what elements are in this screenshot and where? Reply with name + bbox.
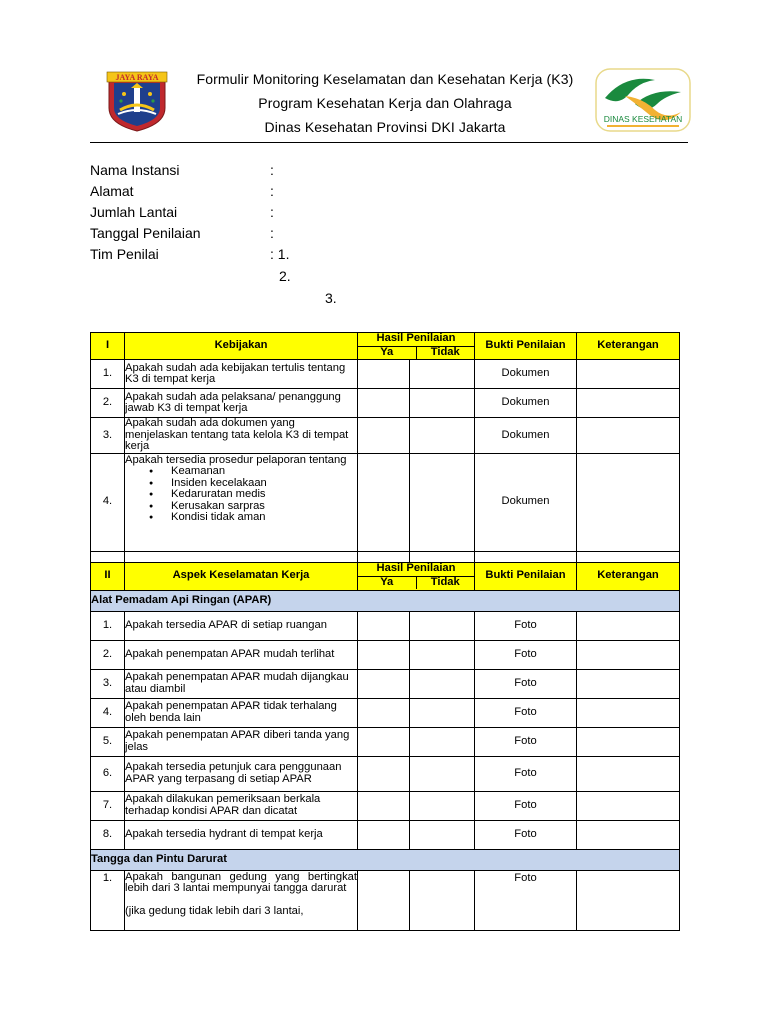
hasil-penilaian-label: Hasil Penilaian <box>358 333 474 347</box>
ya-header: Ya <box>358 577 417 589</box>
bukti-penilaian-header: Bukti Penilaian <box>475 333 577 360</box>
ya-checkbox-cell[interactable] <box>358 640 410 669</box>
tidak-checkbox-cell[interactable] <box>410 756 475 791</box>
tidak-header: Tidak <box>430 346 460 358</box>
label-nama-instansi: Nama Instansi <box>90 162 180 178</box>
tidak-checkbox-cell[interactable] <box>410 389 475 418</box>
keterangan-cell[interactable] <box>577 791 680 820</box>
tidak-checkbox-cell[interactable] <box>410 611 475 640</box>
ya-checkbox-cell[interactable] <box>358 669 410 698</box>
question-text: Apakah sudah ada pelaksana/ penanggung jawab K3 di tempat kerja <box>125 389 358 418</box>
form-title: Formulir Monitoring Keselamatan dan Kesehatan Kerja (K3) <box>196 71 574 87</box>
question-text: Apakah tersedia hydrant di tempat kerja <box>125 820 358 849</box>
row-number: 3. <box>91 418 125 454</box>
section-2-header <box>91 562 680 590</box>
bukti-text: Dokumen <box>475 360 577 389</box>
value-tanggal-penilaian[interactable]: : <box>270 225 274 241</box>
table-row <box>91 870 680 930</box>
dinas-kesehatan-logo <box>595 68 691 132</box>
row-number: 2. <box>91 640 125 669</box>
bukti-text: Dokumen <box>475 418 577 454</box>
value-nama-instansi[interactable]: : <box>270 162 274 178</box>
ya-checkbox-cell[interactable] <box>358 360 410 389</box>
question-text: Apakah tersedia prosedur pelaporan tentang <box>125 453 347 466</box>
keterangan-header: Keterangan <box>577 562 680 590</box>
row-number: 6. <box>91 756 125 791</box>
table-row <box>91 820 680 849</box>
subsection-title: Tangga dan Pintu Darurat <box>91 849 680 870</box>
keterangan-cell[interactable] <box>577 640 680 669</box>
subsection-tangga <box>91 849 680 870</box>
value-alamat[interactable]: : <box>270 183 274 199</box>
table-row <box>91 611 680 640</box>
question-text: Apakah penempatan APAR mudah dijangkau atau diambil <box>125 669 358 698</box>
subsection-title: Alat Pemadam Api Ringan (APAR) <box>91 590 680 611</box>
ya-checkbox-cell[interactable] <box>358 453 410 551</box>
section-2-number: II <box>91 562 125 590</box>
keterangan-cell[interactable] <box>577 756 680 791</box>
logo-left-text: JAYA RAYA <box>115 73 159 82</box>
row-number: 2. <box>91 389 125 418</box>
tidak-checkbox-cell[interactable] <box>410 698 475 727</box>
ya-checkbox-cell[interactable] <box>358 727 410 756</box>
section-1-number: I <box>91 333 125 360</box>
row-number: 1. <box>91 870 125 930</box>
row-number: 4. <box>91 698 125 727</box>
keterangan-cell[interactable] <box>577 698 680 727</box>
ya-checkbox-cell[interactable] <box>358 756 410 791</box>
bullet-item: ● Kondisi tidak aman <box>149 512 357 524</box>
spacer-row <box>91 551 680 562</box>
program-title: Program Kesehatan Kerja dan Olahraga <box>258 95 512 111</box>
label-jumlah-lantai: Jumlah Lantai <box>90 204 178 220</box>
subsection-apar <box>91 590 680 611</box>
hasil-penilaian-header <box>358 333 475 360</box>
bullet-list <box>125 466 357 524</box>
keterangan-cell[interactable] <box>577 453 680 551</box>
tidak-checkbox-cell[interactable] <box>410 418 475 454</box>
table-row <box>91 389 680 418</box>
question-cell <box>125 453 358 551</box>
bullet-item: ● Keamanan <box>149 466 357 478</box>
tidak-checkbox-cell[interactable] <box>410 669 475 698</box>
keterangan-cell[interactable] <box>577 727 680 756</box>
bukti-text: Dokumen <box>475 453 577 551</box>
keterangan-cell[interactable] <box>577 389 680 418</box>
keterangan-cell[interactable] <box>577 611 680 640</box>
row-number: 7. <box>91 791 125 820</box>
tidak-checkbox-cell[interactable] <box>410 640 475 669</box>
ya-checkbox-cell[interactable] <box>358 389 410 418</box>
keterangan-cell[interactable] <box>577 820 680 849</box>
tidak-checkbox-cell[interactable] <box>410 727 475 756</box>
ya-checkbox-cell[interactable] <box>358 870 410 930</box>
bukti-text: Foto <box>475 640 577 669</box>
section-1-header <box>91 333 680 360</box>
label-tanggal-penilaian: Tanggal Penilaian <box>90 225 201 241</box>
section-2-title: Aspek Keselamatan Kerja <box>125 562 358 590</box>
table-row <box>91 727 680 756</box>
row-number: 8. <box>91 820 125 849</box>
value-jumlah-lantai[interactable]: : <box>270 204 274 220</box>
row-number: 1. <box>91 611 125 640</box>
bullet-item: ● Kerusakan sarpras <box>149 501 357 513</box>
bukti-text: Foto <box>475 669 577 698</box>
bukti-text: Foto <box>475 756 577 791</box>
bukti-text: Foto <box>475 727 577 756</box>
label-tim-penilai: Tim Penilai <box>90 246 159 262</box>
hasil-penilaian-header <box>358 562 475 590</box>
header-divider <box>90 142 688 143</box>
ya-checkbox-cell[interactable] <box>358 418 410 454</box>
row-number: 4. <box>91 453 125 551</box>
table-row <box>91 669 680 698</box>
agency-title: Dinas Kesehatan Provinsi DKI Jakarta <box>264 119 506 135</box>
question-text: Apakah penempatan APAR diberi tanda yang jelas <box>125 727 358 756</box>
tidak-checkbox-cell[interactable] <box>410 870 475 930</box>
section-1-title: Kebijakan <box>125 333 358 360</box>
value-tim-penilai-3[interactable]: 3. <box>325 290 337 306</box>
row-number: 3. <box>91 669 125 698</box>
question-text: Apakah sudah ada dokumen yang menjelaskan tentang tata kelola K3 di tempat kerja <box>125 418 358 454</box>
bukti-penilaian-header: Bukti Penilaian <box>475 562 577 590</box>
table-row <box>91 360 680 389</box>
question-text: Apakah sudah ada kebijakan tertulis tentang K3 di tempat kerja <box>125 360 358 389</box>
keterangan-cell[interactable] <box>577 669 680 698</box>
bullet-item: ● Insiden kecelakaan <box>149 478 357 490</box>
table-row <box>91 756 680 791</box>
ya-checkbox-cell[interactable] <box>358 820 410 849</box>
tidak-header: Tidak <box>430 576 460 588</box>
bukti-text: Foto <box>475 611 577 640</box>
bukti-text: Foto <box>475 820 577 849</box>
value-tim-penilai-2[interactable]: 2. <box>279 268 291 284</box>
question-note: (jika gedung tidak lebih dari 3 lantai, <box>125 904 304 917</box>
label-alamat: Alamat <box>90 183 134 199</box>
monitoring-table <box>90 332 680 931</box>
bukti-text: Foto <box>475 791 577 820</box>
question-cell <box>125 870 358 930</box>
tidak-checkbox-cell[interactable] <box>410 360 475 389</box>
tidak-checkbox-cell[interactable] <box>410 453 475 551</box>
tidak-checkbox-cell[interactable] <box>410 820 475 849</box>
tidak-checkbox-cell[interactable] <box>410 791 475 820</box>
table-row <box>91 791 680 820</box>
question-text: Apakah bangunan gedung yang bertingkat lebih dari 3 lantai mempunyai tangga darurat <box>125 870 357 894</box>
bukti-text: Foto <box>475 870 577 930</box>
question-text: Apakah penempatan APAR tidak terhalang oleh benda lain <box>125 698 358 727</box>
question-text: Apakah dilakukan pemeriksaan berkala terhadap kondisi APAR dan dicatat <box>125 791 358 820</box>
table-row <box>91 698 680 727</box>
ya-checkbox-cell[interactable] <box>358 791 410 820</box>
ya-checkbox-cell[interactable] <box>358 698 410 727</box>
value-tim-penilai-1[interactable]: : 1. <box>270 246 290 262</box>
logo-right-text: DINAS KESEHATAN <box>603 114 683 124</box>
table-row <box>91 640 680 669</box>
table-row <box>91 418 680 454</box>
question-text: Apakah penempatan APAR mudah terlihat <box>125 640 358 669</box>
ya-checkbox-cell[interactable] <box>358 611 410 640</box>
hasil-penilaian-label: Hasil Penilaian <box>358 563 474 577</box>
table-row <box>91 453 680 551</box>
question-text: Apakah tersedia APAR di setiap ruangan <box>125 611 358 640</box>
keterangan-cell[interactable] <box>577 418 680 454</box>
bukti-text: Dokumen <box>475 389 577 418</box>
row-number: 5. <box>91 727 125 756</box>
keterangan-cell[interactable] <box>577 870 680 930</box>
bullet-item: ● Kedaruratan medis <box>149 489 357 501</box>
question-text: Apakah tersedia petunjuk cara penggunaan APAR yang terpasang di setiap APAR <box>125 756 358 791</box>
keterangan-header: Keterangan <box>577 333 680 360</box>
ya-header: Ya <box>358 347 417 359</box>
keterangan-cell[interactable] <box>577 360 680 389</box>
bukti-text: Foto <box>475 698 577 727</box>
row-number: 1. <box>91 360 125 389</box>
